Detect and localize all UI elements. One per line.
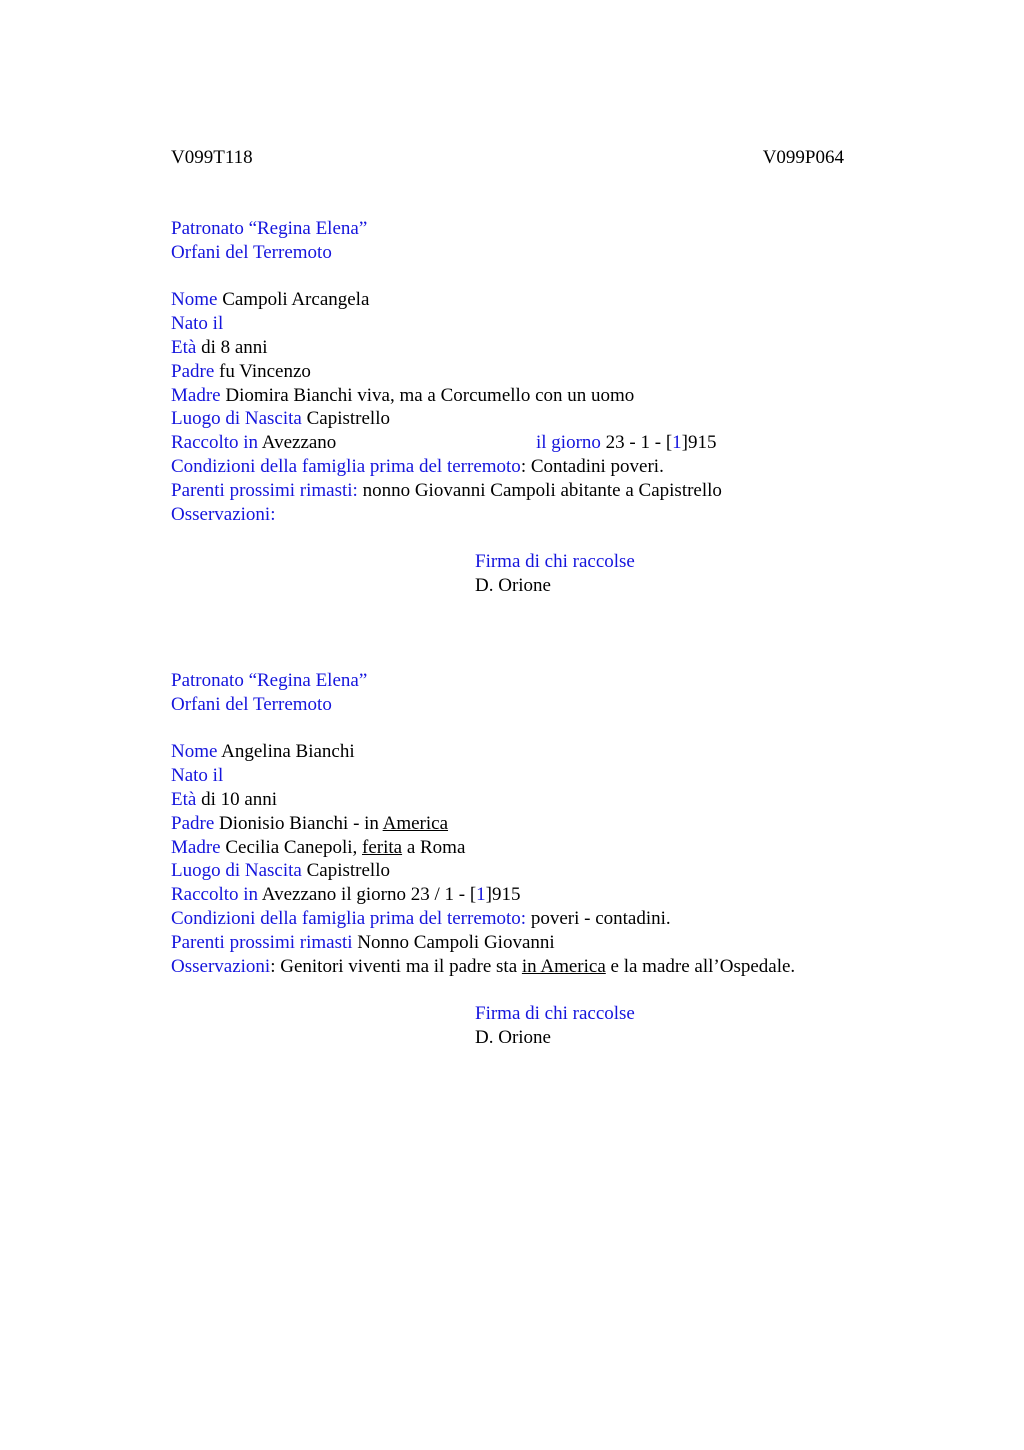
field-label: Nato il [171,765,224,787]
field-label: Parenti prossimi rimasti [171,931,353,953]
field-luogo-nascita [171,407,871,431]
field-value: : Genitori viventi ma il padre sta [270,955,522,977]
field-nato [171,764,871,788]
underlined-text: America [382,812,449,834]
field-label: Condizioni della famiglia prima del terremoto: [171,907,527,929]
field-label: Raccolto in [171,432,259,454]
field-luogo-nascita [171,859,871,883]
field-condizioni [171,455,871,479]
field-label: Nato il [171,313,224,335]
field-value: Avezzano [258,432,337,454]
underlined-text: in America [521,955,606,977]
field-label: Padre [171,360,215,382]
field-value: Dionisio Bianchi - in [214,812,383,834]
field-osservazioni [171,503,871,527]
editorial-bracket: 1 [476,884,486,906]
field-value: Capistrello [301,408,390,430]
field-value: e la madre all’Ospedale. [605,955,796,977]
field-label: Età [171,336,197,358]
field-label: Età [171,788,197,810]
field-nato [171,312,871,336]
field-value: di 10 anni [196,788,278,810]
field-label: Luogo di Nascita [171,408,302,430]
field-value: poveri - contadini. [526,907,671,929]
field-giorno [536,431,716,455]
field-value: Diomira Bianchi viva, ma a Corcumello con un uomo [220,384,635,406]
underlined-text: ferita [362,836,403,858]
field-raccolto [171,431,871,455]
field-label: Osservazioni [171,955,271,977]
field-label: Madre [171,836,221,858]
orphan-record-1 [171,217,871,598]
org-subtitle: Orfani del Terremoto [171,693,332,715]
field-label: Osservazioni: [171,503,276,525]
field-value: : Contadini poveri. [520,455,664,477]
document-code-left: V099T118 [171,147,253,168]
field-value: Avezzano il giorno 23 / 1 - [ [258,884,477,906]
field-eta [171,336,871,360]
field-value: nonno Giovanni Campoli abitante a Capistrello [357,479,722,501]
signature-label: Firma di chi raccolse [475,1003,635,1025]
field-nome [171,288,871,312]
field-parenti [171,479,871,503]
field-label: Raccolto in [171,884,259,906]
field-eta [171,788,871,812]
field-nome [171,740,871,764]
field-value: Capistrello [301,860,390,882]
field-value: 23 - 1 - [ [600,432,673,454]
field-label: Padre [171,812,215,834]
field-value: Cecilia Canepoli, [220,836,362,858]
field-raccolto [171,883,871,907]
field-value: Angelina Bianchi [217,741,355,763]
field-label: Condizioni della famiglia prima del terremoto [171,455,521,477]
document-code-right: V099P064 [762,147,844,168]
field-condizioni [171,907,871,931]
editorial-bracket: 1 [672,432,682,454]
field-value: di 8 anni [196,336,268,358]
field-padre [171,360,871,384]
field-label: Nome [171,289,218,311]
orphan-record-2 [171,669,871,1050]
field-value: ]915 [681,432,717,454]
field-value: Campoli Arcangela [217,289,370,311]
org-subtitle: Orfani del Terremoto [171,241,332,263]
field-value: ]915 [485,884,521,906]
field-madre [171,384,871,408]
field-label: Luogo di Nascita [171,860,302,882]
field-madre [171,836,871,860]
signature-label: Firma di chi raccolse [475,551,635,573]
field-label: Parenti prossimi rimasti: [171,479,358,501]
field-padre [171,812,871,836]
org-name: Patronato “Regina Elena” [171,218,368,239]
field-label: il giorno [536,432,601,454]
signature-name: D. Orione [475,574,551,596]
field-label: Nome [171,741,218,763]
org-name: Patronato “Regina Elena” [171,670,368,691]
field-label: Madre [171,384,221,406]
field-parenti [171,931,871,955]
field-value: Nonno Campoli Giovanni [352,931,555,953]
signature-name: D. Orione [475,1026,551,1048]
field-value: fu Vincenzo [214,360,311,382]
field-osservazioni [171,955,871,979]
field-value: a Roma [402,836,466,858]
